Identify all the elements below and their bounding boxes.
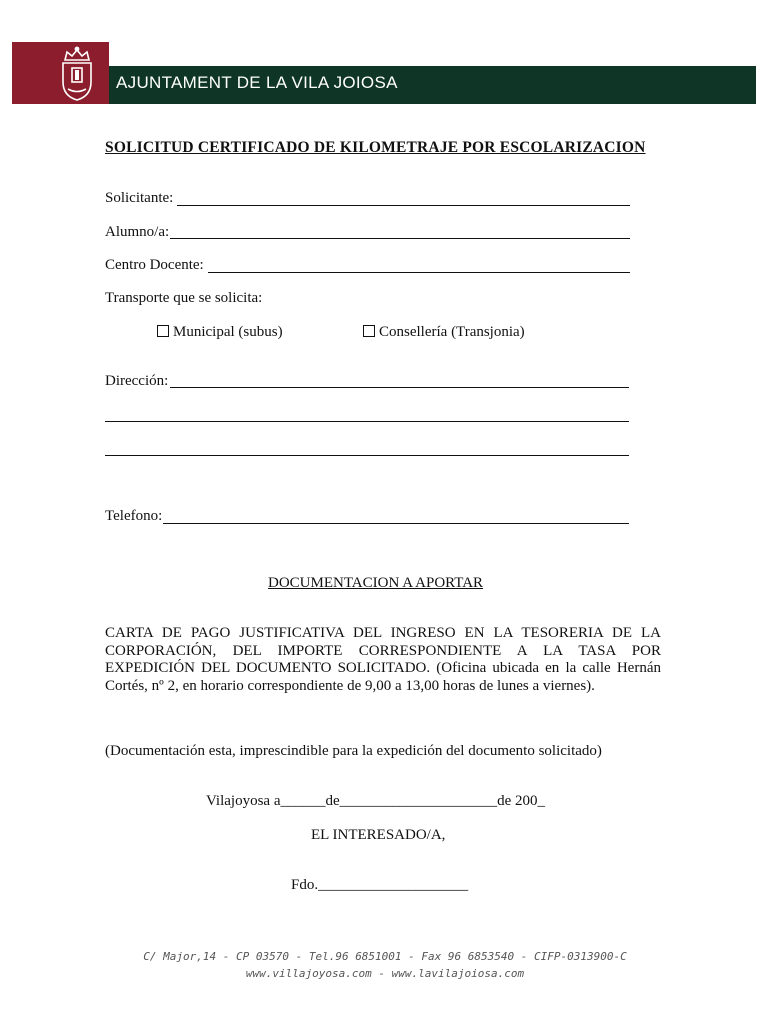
date-line: Vilajoyosa a______de_____________________de 200_ [206, 793, 546, 809]
address-field[interactable] [170, 387, 629, 388]
phone-label: Telefono: [105, 508, 163, 524]
school-field[interactable] [208, 272, 630, 273]
institution-name: AJUNTAMENT DE LA VILA JOIOSA [116, 73, 398, 92]
coat-of-arms-icon [55, 46, 99, 102]
applicant-field[interactable] [177, 205, 630, 206]
footer-address: C/ Major,14 - CP 03570 - Tel.96 6851001 - Fax 96 6853540 - CIFP-0313900-C [143, 950, 627, 963]
transport-label: Transporte que se solicita: [105, 290, 263, 306]
documentation-note: (Documentación esta, imprescindible para la expedición del documento solicitado) [105, 743, 602, 759]
documentation-body: CARTA DE PAGO JUSTIFICATIVA DEL INGRESO EN LA TESORERIA DE LA CORPORACIÓN, DEL IMPORTE CORRESPONDIENTE A LA TASA POR EXPEDICIÓN DEL DOCUMENTO SOLICITADO. (Oficina ubicada en la calle Hernán Cortés, nº 2, en horario correspondiente de 9,00 a 13,00 horas de lunes a viernes). [105, 625, 661, 694]
address-label: Dirección: [105, 373, 169, 389]
footer-websites: www.villajoyosa.com - www.lavilajoiosa.com [245, 967, 525, 980]
municipal-label: Municipal (subus) [173, 324, 283, 340]
signature-line: Fdo.____________________ [291, 877, 469, 893]
conselleria-label: Consellería (Transjonia) [379, 324, 525, 340]
conselleria-checkbox[interactable] [363, 325, 375, 337]
interested-label: EL INTERESADO/A, [311, 827, 446, 843]
address-field-line-3[interactable] [105, 455, 629, 456]
option-municipal[interactable] [157, 324, 283, 341]
municipal-checkbox[interactable] [157, 325, 169, 337]
student-label: Alumno/a: [105, 224, 170, 240]
documentation-title: DOCUMENTACION A APORTAR [268, 575, 484, 591]
applicant-label: Solicitante: [105, 190, 174, 206]
option-conselleria[interactable] [363, 324, 525, 341]
phone-field[interactable] [163, 523, 629, 524]
address-field-line-2[interactable] [105, 421, 629, 422]
form-title: SOLICITUD CERTIFICADO DE KILOMETRAJE POR ESCOLARIZACION [105, 139, 646, 156]
student-field[interactable] [170, 238, 630, 239]
school-label: Centro Docente: [105, 257, 204, 273]
